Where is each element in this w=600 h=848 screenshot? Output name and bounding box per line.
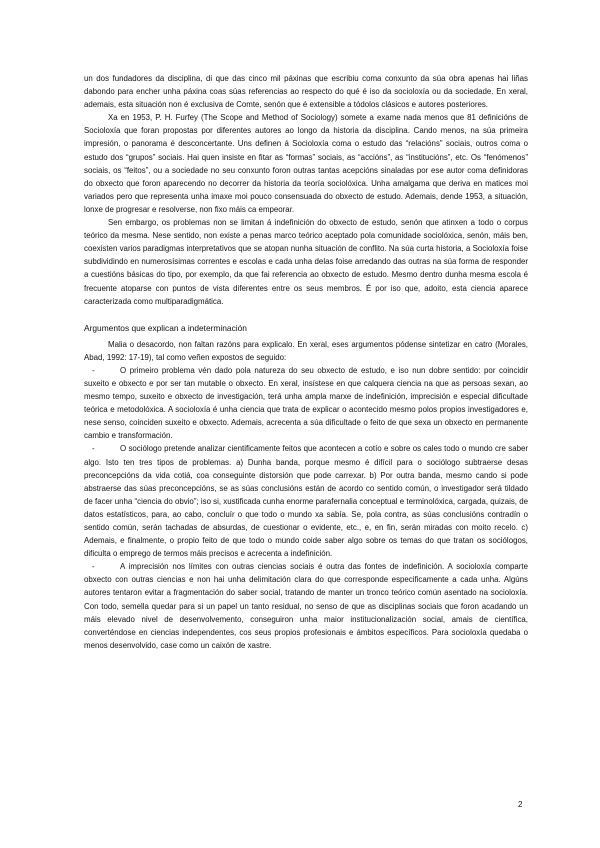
paragraph-furfey: Xa en 1953, P. H. Furfey (The Scope and Method of Sociology) somete a exame nada menos que 81 definicións de Socioloxía que foran propostas por diferentes autores ao longo da historia da disciplina. Cando menos, na súa primeira impresión, o panorama é desconcertante. Uns definen á Socioloxía coma o estudo das “relacións” sociais, outros coma o estudo dos “grupos” sociais. Hai quen insiste en fitar as “formas” sociais, as “accións”, as “institucións”, etc. Os “fenómenos” sociais, os “feitos”, ou a sociedade no seu conxunto foron outras tantas acepcións sinaladas por ese autor coma definidoras do obxecto que foron aparecendo no decorrer da historia da teoría sociolóxica. Unha amalgama que deriva en matices moi variados pero que representa unha imaxe moi pouco consensuada do obxecto de estudo. Ademais, dende 1953, a situación, lonxe de progresar e resolverse, non fixo máis ca empeorar. bbox=[84, 113, 528, 214]
list-item-text: A imprecisión nos límites con outras ciencias sociais é outra das fontes de indefinición. A socioloxía comparte obxecto con outras ciencias e non hai unha delimitación clara do que corresponde especificamente a cada unha. Algúns autores tentaron evitar a fragmentación do saber social, tratando de manter un tronco teórico común asentado na socioloxía. Con todo, semella quedar para si un papel un tanto residual, no senso de que as disciplinas sociais que foron acadando un máis elevado nivel de desenvolvemento, conseguiron unha maior institucionalización social, amais de científica, converténdose en ciencias independentes, cos seus propios profesionais e ámbitos específicos. Para socioloxía quedaba o menos desenvolvido, case como un caixón de xastre. bbox=[84, 562, 528, 650]
paragraph-argument-intro: Malia o desacordo, non faltan razóns para explicalo. En xeral, eses argumentos pódense sintetizar en catro (Morales, Abad, 1992: 17-19), tal como veñen expostos de seguido: bbox=[84, 339, 528, 362]
page-number: 2 bbox=[518, 800, 523, 809]
list-dash: - bbox=[92, 365, 95, 375]
list-item-text: O sociólogo pretende analizar cientificamente feitos que acontecen a cotío e sobre os cales todo o mundo cre saber algo. Isto ten tres tipos de problemas. a) Dunha banda, porque mesmo é difícil para o sociólogo subtraerse desas preconcepcións da vida cotiá, coa conseguinte distorsión que pode carrexar. b) Por outra banda, mesmo cando si pode abstraerse das súas preconcepcións, se as súas conclusións están de acordo co sentido común, o investigador será tildado de facer unha “ciencia do obvio”; iso si, xustificada cunha enorme parafernalia conceptual e terminolóxica, cargada, quizais, de datos estatísticos, para, ao cabo, concluír o que todo o mundo xa sabía. Se, pola contra, as súas conclusións contradín o sentido común, serán tachadas de absurdas, de cuestionar o evidente, etc., e, en fin, serán miradas con moito recelo. c) Ademais, e finalmente, o propio feito de que todo o mundo coide saber algo sobre os temas do que tratan os sociólogos, dificulta o emprego de termos máis precisos e acrecenta a indefinición. bbox=[84, 444, 528, 559]
list-item bbox=[84, 560, 528, 652]
document-page bbox=[84, 72, 528, 652]
list-item-text: O primeiro problema vén dado pola natureza do seu obxecto de estudo, e iso nun dobre sentido: por coincidir suxeito e obxecto e por ser tan mutable o obxecto. En xeral, insístese en que calquera ciencia na que as persoas sexan, ao mesmo tempo, suxeito e obxecto de investigación, terá unha ampla marxe de indefinición, imprecisión e especial dificultade teórica e metodolóxica. A socioloxía é unha ciencia que trata de explicar o acontecido mesmo polos propios investigadores e, nese senso, coinciden suxeito e obxecto. Ademais, acrecenta a súa dificultade o feito de que sexa un obxecto en permanente cambio e transformación. bbox=[84, 365, 528, 441]
section-heading: Argumentos que explican a indeterminación bbox=[84, 322, 247, 333]
list-dash: - bbox=[92, 562, 95, 572]
list-item bbox=[84, 442, 528, 560]
list-dash: - bbox=[92, 444, 95, 454]
paragraph-intro-comte: un dos fundadores da disciplina, di que das cinco mil páxinas que escribiu coma conxunto da súa obra apenas hai liñas dabondo para encher unha páxina coas súas referencias ao respecto do qué é iso da socioloxía ou da sociedade. En xeral, ademais, esta situación non é exclusiva de Comte, senón que é extensible a tódolos clásicos e autores posteriores. bbox=[84, 74, 528, 110]
argument-list bbox=[84, 364, 528, 652]
paragraph-multiparadigmatic: Sen embargo, os problemas non se limitan á indefinición do obxecto de estudo, senón que atinxen a todo o corpus teórico da mesma. Nese sentido, non existe a penas marco teórico aceptado pola comunidade sociolóxica, senón, máis ben, coexisten varios paradigmas interpretativos que se atopan nunha situación de conflito. Na súa curta historia, a Socioloxía foise subdividindo en numerosísimas correntes e escolas e cada unha delas foise arredando das outras na súa forma de responder a cuestións básicas do tipo, por exemplo, da que fai referencia ao obxecto de estudo. Mesmo dentro dunha mesma escola é frecuente atoparse con puntos de vista diferentes entre os seus membros. É por iso que, adoito, esta ciencia aparece caracterizada como multiparadigmática. bbox=[84, 218, 528, 306]
list-item bbox=[84, 364, 528, 443]
